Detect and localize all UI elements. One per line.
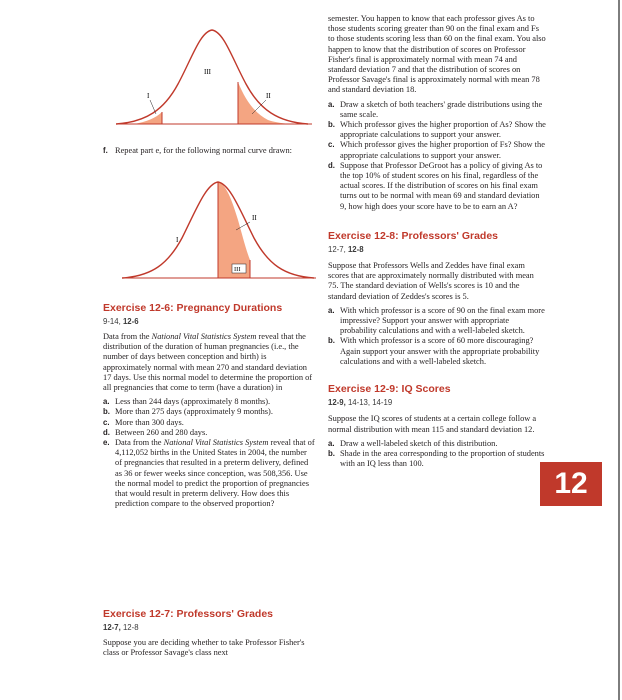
curve1-label-left: I — [147, 92, 150, 100]
exercise-12-7-text-left: Suppose you are deciding whether to take Professor Fisher's class or Professor Savage's class next — [103, 638, 305, 658]
chapter-tab: 12 — [540, 462, 602, 506]
list-item: d. Between 260 and 280 days. — [103, 427, 208, 437]
exercise-12-7-text-right: semester. You happen to know that each professor gives As to those students scoring greater than 90 on the final exam and Fs to those students scoring less than 60 on the final exam. You also happen to know that the distribution of scores on Professor Fisher's final is approximately normal with mean 74 and standard deviation 7 and that the distribution of scores on Professor Savage's final is approximately normal with mean 78 and standard deviation 18. — [328, 14, 546, 95]
exercise-12-7-refs — [103, 623, 315, 632]
curve1-right-tail — [238, 82, 290, 124]
exercise-12-6-ref-plain: 9-14, — [103, 317, 121, 326]
list-item: a. Less than 244 days (approximately 8 months). — [103, 397, 271, 407]
exercise-12-9-title: Exercise 12-9: IQ Scores — [328, 383, 451, 396]
exercise-12-8-ref-plain: 12-7, — [328, 244, 346, 254]
curve1-label-center: III — [204, 68, 211, 76]
page-edge — [618, 0, 620, 700]
exercise-12-9-ref-bold: 12-9, — [328, 398, 346, 408]
list-item: b. More than 275 days (approximately 9 months). — [103, 407, 273, 417]
exercise-12-8-ref-bold: 12-8 — [345, 244, 364, 254]
exercise-12-8-refs — [328, 245, 546, 255]
curve2-label-left: I — [176, 236, 179, 244]
exercise-12-6-intro: Data from the National Vital Statistics System reveal that the distribution of the duration of human pregnancies (i.e., the number of days between conception and birth) is approximately normal with mean 270 and standard deviation 17 days. Use this normal model to determine the proportion of all pregnancies that come to term (have a duration) in — [103, 332, 313, 393]
curve2-shaded-region — [218, 182, 250, 278]
exercise-12-8-text: Suppose that Professors Wells and Zeddes have final exam scores that are approximately normally distributed with mean 75. The standard deviation of Wells's scores is 10 and the standard deviation of Zeddes's scores is 5. — [328, 261, 534, 301]
exercise-12-6 — [103, 302, 315, 509]
list-item: a. With which professor is a score of 90 on the final exam more impressive? Support your answer with appropriate probability calculations and with a well-labeled sketch. — [328, 305, 545, 336]
normal-curve-2 — [122, 168, 318, 284]
right-column — [328, 0, 546, 469]
curve2-label-center: III — [234, 266, 241, 273]
exercise-12-6-refs — [103, 317, 315, 326]
list-item: b. With which professor is a score of 60 more discouraging? Again support your answer with the appropriate probability calculations and with a well-labeled sketch. — [328, 336, 540, 366]
curve1-label-right: II — [266, 92, 271, 100]
list-item: b. Which professor gives the higher proportion of As? Show the appropriate calculations to support your answer. — [328, 120, 546, 140]
exercise-12-7-ref-bold: 12-7, — [103, 623, 121, 632]
exercise-12-8-title: Exercise 12-8: Professors' Grades — [328, 229, 499, 242]
curve1-left-tail — [134, 112, 162, 124]
list-item: c. More than 300 days. — [103, 417, 184, 427]
exercise-12-7-ref-plain: 12-8 — [120, 623, 139, 632]
exercise-12-7-title: Exercise 12-7: Professors' Grades — [103, 608, 274, 620]
exercise-12-9 — [328, 383, 546, 469]
list-item: a. Draw a well-labeled sketch of this distribution. — [328, 438, 498, 448]
part-f-label: f. — [103, 146, 108, 155]
list-item: c. Which professor gives the higher proportion of Fs? Show the appropriate calculations to support your answer. — [328, 140, 545, 160]
exercise-12-9-refs — [328, 398, 546, 408]
list-item: e. Data from the National Vital Statistics System reveal that of 4,112,052 births in the United States in 2004, the number of pregnancies that resulted in a preterm delivery, defined as 36 or fewer weeks since conception, was 508,356. Use the normal model to predict the proportion of pregnancies that would result in preterm delivery. How does this prediction compare to the observed proportion? — [103, 438, 315, 509]
exercise-12-9-list — [328, 439, 546, 470]
list-item: d. Suppose that Professor DeGroot has a policy of giving As to the top 10% of student scores on his final, regardless of the actual scores. If the distribution of scores on his final exam turns out to be normal with mean 69 and standard deviation 9, how high does your score have to be to earn an A? — [328, 160, 543, 211]
exercise-12-6-title: Exercise 12-6: Pregnancy Durations — [103, 302, 283, 314]
curve1-bell — [116, 30, 308, 124]
exercise-12-6-ref-bold: 12-6 — [122, 317, 139, 326]
exercise-12-7-list — [328, 100, 546, 212]
normal-curve-1 — [116, 14, 316, 132]
part-f-text: Repeat part e, for the following normal curve drawn: — [115, 146, 292, 155]
curve2-label-right: II — [252, 214, 257, 222]
exercise-12-9-ref-plain: 14-13, 14-19 — [345, 398, 393, 408]
exercise-12-9-text: Suppose the IQ scores of students at a certain college follow a normal distribution with mean 115 and standard deviation 12. — [328, 414, 537, 434]
exercise-12-8-list — [328, 306, 546, 367]
part-f — [103, 146, 313, 156]
exercise-12-6-list — [103, 397, 315, 509]
exercise-12-7 — [103, 608, 315, 658]
exercise-12-8 — [328, 230, 546, 367]
list-item: b. Shade in the area corresponding to the proportion of students with an IQ less than 100. — [328, 448, 545, 469]
list-item: a. Draw a sketch of both teachers' grade distributions using the same scale. — [328, 99, 543, 119]
